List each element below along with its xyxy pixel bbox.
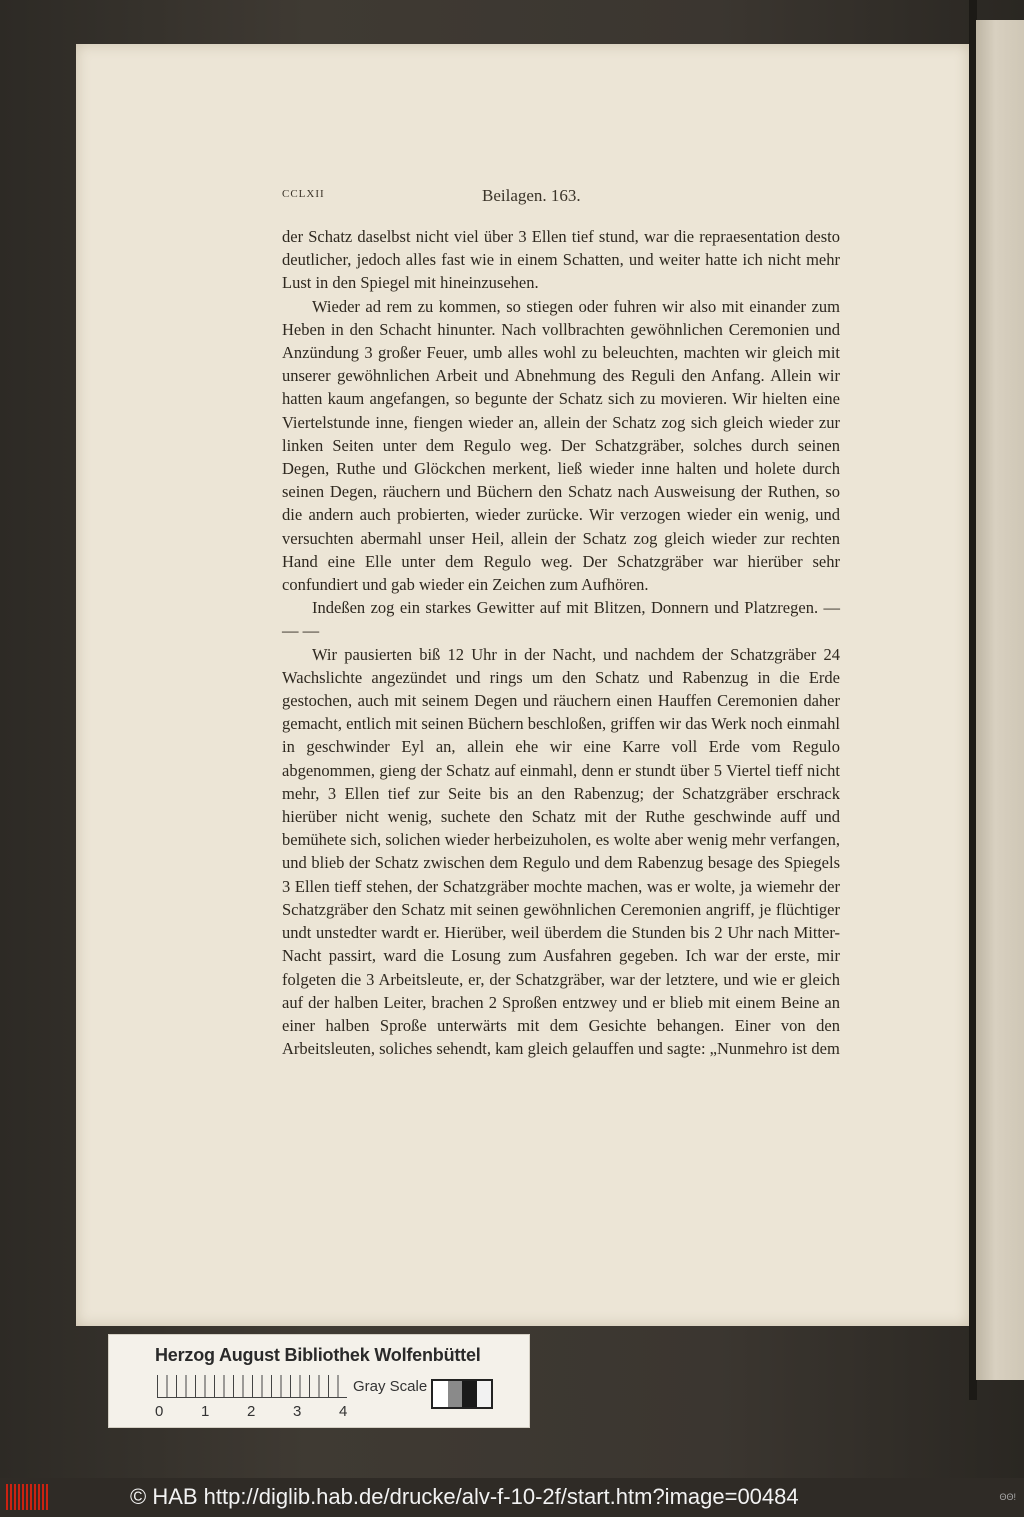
ruler-number: 3: [293, 1403, 302, 1420]
page-body: [282, 225, 840, 1060]
paragraph: der Schatz daselbst nicht viel über 3 Ellen tief stund, war die repraesentation desto deutlicher, jedoch alles fast wie in einem Schatten, und weiter hatte ich nicht mehr Lust in den Spiegel mit hineinzusehen.: [282, 227, 840, 293]
color-calibration-card: [108, 1334, 530, 1428]
ruler-scale: [157, 1375, 347, 1398]
ruler-number: 1: [201, 1403, 210, 1420]
gray-swatch: [448, 1381, 463, 1407]
barcode-icon: [6, 1484, 48, 1510]
next-page-edge: [976, 20, 1024, 1380]
running-title: Beilagen. 163.: [482, 186, 581, 205]
corner-mark: ΘΘ!: [999, 1492, 1016, 1502]
ruler-numbers: [155, 1403, 355, 1421]
paragraph: Wir pausierten biß 12 Uhr in der Nacht, und nachdem der Schatzgräber 24 Wachslichte angezündet und rings um den Schatz und Rabenzug in die Erde gestochen, auch mit seinem Degen und räuchern einen Hauffen Ceremonien daher gemacht, entlich mit seinen Büchern beschloßen, griffen wir das Werk noch einmahl in geschwinder Eyl an, allein ehe wir eine Karre voll Erde vom Regulo abgenommen, gieng der Schatz auf einmahl, denn er stundt über 5 Viertel tieff nicht mehr, 3 Ellen tief zur Seite bis an den Rabenzug; der Schatzgräber erschrack hierüber nicht wenig, suchete den Schatz mit der Ruthe geschwinde auff und bemühete sich, solichen wieder herbeizuholen, es wolte aber wenig mehr verfangen, und blieb der Schatz zwischen dem Regulo und dem Rabenzug besage des Spiegels 3 Ellen tieff stehen, der Schatzgräber mochte machen, was er wolte, ja wiemehr der Schatzgräber den Schatz mit seinen gewöhnlichen Ceremonien angriff, je flüchtiger undt unstedter wardt er. Hierüber, weil überdem die Stunden bis 2 Uhr nach Mitter-Nacht passirt, ward die Losung zum Ausfahren gegeben. Ich war der erste, mir folgeten die 3 Arbeitsleute, er, der Schatzgräber, war der letztere, und wie er gleich auf der halben Leiter, brachen 2 Sproßen entzwey und er blieb mit einem Beine an einer halben Sproße unterwärts mit dem Gesichte behangen. Einer von den Arbeitsleuten, soliches sehendt, kam gleich gelauffen und sagte: „Nunmehro ist dem: [282, 644, 840, 1059]
page-header: [282, 188, 842, 212]
gray-swatch: [462, 1381, 477, 1407]
gray-scale-label: Gray Scale: [353, 1378, 428, 1395]
copyright-url[interactable]: © HAB http://diglib.hab.de/drucke/alv-f-10-2f/start.htm?image=00484: [130, 1484, 799, 1509]
ruler-number: 4: [339, 1403, 348, 1420]
paragraph: Wieder ad rem zu kommen, so stiegen oder fuhren wir also mit einander zum Heben in den Schacht hinunter. Nach vollbrachten gewöhnlichen Ceremonien und Anzündung 3 großer Feuer, umb alles wohl zu beleuchten, machten wir gleich mit unserer gewöhnlichen Arbeit und Abnehmung des Reguli den Anfang. Allein wir hatten kaum angefangen, so begunte der Schatz sich zu movieren. Wir hielten eine Viertelstunde inne, fiengen wieder an, allein der Schatz zog sich gleich wieder zur linken Seiten unter dem Regulo weg. Der Schatzgräber, solches durch seinen Degen, Ruthe und Glöckchen merkent, ließ wieder inne halten und holete durch seinen Degen, räuchern und Büchern den Schatz nach Ausweisung der Ruthen, so die andern auch probierten, wieder zurücke. Wir verzogen wieder ein wenig, und versuchten abermahl unser Heil, allein der Schatz zog gleich wieder zur rechten Hand eine Elle unter dem Regulo weg. Der Schatzgräber war hierüber sehr confundiert und gab wieder ein Zeichen zum Aufhören.: [282, 296, 840, 595]
gray-swatch: [477, 1381, 492, 1407]
gray-swatch: [433, 1381, 448, 1407]
ruler-number: 2: [247, 1403, 256, 1420]
folio-roman-numeral: CCLXII: [282, 188, 325, 200]
copyright-footer: [0, 1478, 1024, 1517]
paragraph: Indeßen zog ein starkes Gewitter auf mit Blitzen, Donnern und Platzregen. — — —: [282, 598, 840, 641]
ruler-number: 0: [155, 1403, 164, 1420]
library-name: Herzog August Bibliothek Wolfenbüttel: [155, 1345, 481, 1365]
gray-scale-swatches: [431, 1379, 493, 1409]
